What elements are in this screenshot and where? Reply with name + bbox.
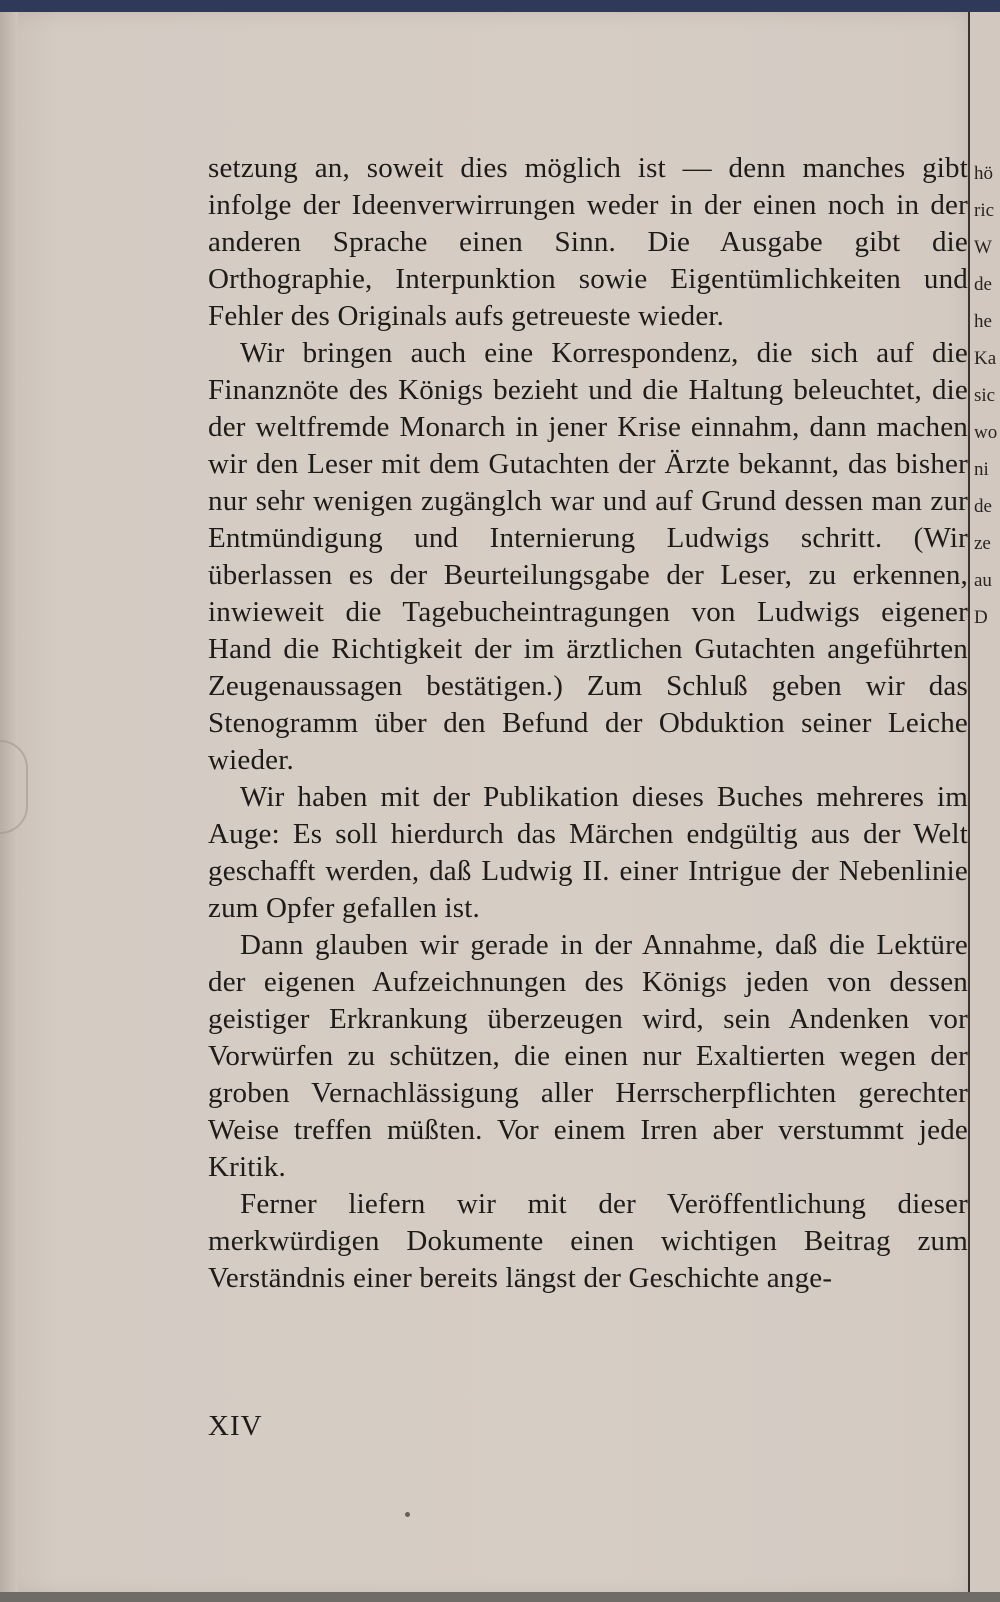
facing-page-fragment: sic	[974, 385, 996, 406]
facing-page-fragment: he	[974, 311, 992, 332]
paragraph-1: setzung an, soweit dies möglich ist — denn manches gibt infolge der Ideenverwirrungen weder in der einen noch in der anderen Sprache einen Sinn. Die Ausgabe gibt die Orthographie, Interpunktion sowie Eigentümlichkeiten und Fehler des Originals aufs getreueste wieder.	[208, 152, 968, 332]
paragraph-5: Ferner liefern wir mit der Veröffentlichung dieser merkwürdigen Dokumente einen wichtigen Beitrag zum Verständnis einer bereits längst der Geschichte ange-	[208, 1188, 968, 1294]
facing-page-fragment: de	[974, 496, 992, 517]
page-bottom-edge	[0, 1592, 1000, 1602]
facing-page-fragment: hö	[974, 163, 993, 184]
facing-page-fragment: au	[974, 570, 992, 591]
paper-speck	[405, 1512, 410, 1517]
paragraph-3: Wir haben mit der Publikation dieses Buches mehreres im Auge: Es soll hierdurch das Märchen endgültig aus der Welt geschafft werden, daß Ludwig II. einer Intrigue der Nebenlinie zum Opfer gefallen ist.	[208, 781, 968, 924]
facing-page-fragment: Ka	[974, 348, 997, 369]
facing-page-edge	[968, 12, 1000, 1596]
facing-page-fragment: ni	[974, 459, 989, 480]
facing-page-fragment: D	[974, 607, 988, 628]
facing-page-fragment: ric	[974, 200, 995, 221]
page-body-text	[208, 150, 968, 1297]
facing-page-fragment: de	[974, 274, 992, 295]
facing-page-fragment: W	[974, 237, 992, 258]
page-number: XIV	[208, 1410, 263, 1442]
paragraph-4: Dann glauben wir gerade in der Annahme, daß die Lektüre der eigenen Aufzeichnungen des Königs jeden von dessen geistiger Erkrankung überzeugen wird, sein Andenken vor Vorwürfen zu schützen, die einen nur Exaltierten wegen der groben Vernachlässigung aller Herrscherpflichten gerechter Weise treffen müßten. Vor einem Irren aber verstummt jede Kritik.	[208, 929, 968, 1183]
facing-page-fragment: ze	[974, 533, 991, 554]
facing-page-fragment: wo	[974, 422, 998, 443]
binding-mark	[0, 740, 28, 834]
paragraph-2: Wir bringen auch eine Korrespondenz, die sich auf die Finanznöte des Königs bezieht und die Haltung beleuchtet, die der weltfremde Monarch in jener Krise einnahm, dann machen wir den Leser mit dem Gutachten der Ärzte bekannt, das bisher nur sehr wenigen zugänglch war und auf Grund dessen man zur Entmündigung und Internierung Ludwigs schritt. (Wir überlassen es der Beurteilungsgabe der Leser, zu erkennen, inwieweit die Tagebucheintragungen von Ludwigs eigener Hand die Richtigkeit der im ärztlichen Gutachten angeführten Zeugenaussagen bestätigen.) Zum Schluß geben wir das Stenogramm über den Befund der Obduktion seiner Leiche wieder.	[208, 337, 968, 776]
